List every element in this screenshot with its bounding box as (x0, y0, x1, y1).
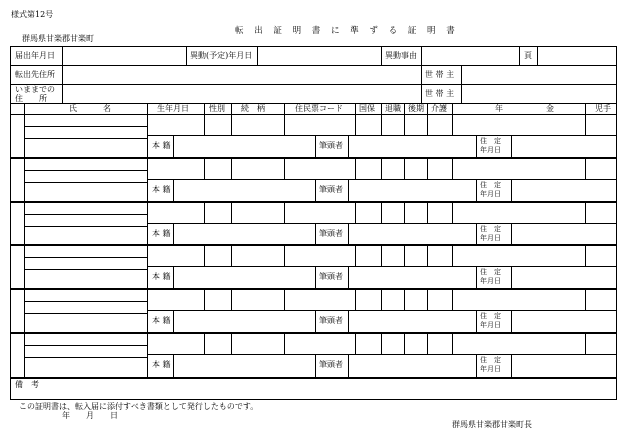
label-domicile: 本 籍 (152, 141, 171, 151)
label-resident-fixed-1: 住 定 (480, 268, 501, 277)
label-resident-fixed-2: 年月日 (480, 146, 501, 155)
col-gender: 性別 (209, 104, 225, 113)
label-domicile: 本 籍 (152, 316, 171, 326)
col-relation: 続 柄 (241, 104, 265, 113)
certificate-form (10, 46, 617, 400)
col-care: 介護 (431, 104, 447, 113)
document-title: 転 出 証 明 書 に 準 ず る 証 明 書 (235, 26, 459, 36)
footer-date: 年 月 日 (62, 411, 118, 420)
col-birthdate: 生年月日 (157, 104, 189, 113)
label-notification-date: 届出年月日 (15, 51, 55, 60)
label-remarks: 備 考 (15, 380, 39, 389)
label-domicile: 本 籍 (152, 272, 171, 282)
col-name-2: 名 (103, 104, 111, 113)
label-resident-fixed-2: 年月日 (480, 321, 501, 330)
label-domicile: 本 籍 (152, 228, 171, 238)
footer-note: この証明書は、転入届に添付すべき書類として発行したものです。 (19, 402, 259, 411)
footer-issuer: 群馬県甘楽郡甘楽町長 (452, 420, 532, 429)
label-destination: 転出先住所 (15, 70, 55, 79)
form-number: 様式第12号 (11, 10, 54, 19)
label-resident-fixed-1: 住 定 (480, 224, 501, 233)
col-national-insurance: 国保 (359, 104, 375, 113)
label-head-of-family: 筆頭者 (319, 141, 343, 151)
col-child: 児手 (595, 104, 611, 113)
label-head-of-family: 筆頭者 (319, 316, 343, 326)
col-late-elderly: 後期 (408, 104, 424, 113)
col-pension-1: 年 (495, 104, 503, 113)
col-name-1: 氏 (69, 104, 77, 113)
label-previous-address-2: 住 所 (15, 94, 47, 103)
col-resident-code: 住民票コード (295, 104, 343, 113)
label-page: 頁 (524, 51, 532, 60)
col-pension-2: 金 (546, 104, 554, 113)
label-resident-fixed-2: 年月日 (480, 189, 501, 198)
label-head-of-family: 筆頭者 (319, 228, 343, 238)
label-head-of-family: 筆頭者 (319, 184, 343, 194)
label-resident-fixed-2: 年月日 (480, 233, 501, 242)
label-domicile: 本 籍 (152, 184, 171, 194)
label-household-head: 世 帯 主 (425, 70, 455, 79)
label-resident-fixed-2: 年月日 (480, 365, 501, 374)
label-household-head-2: 世 帯 主 (425, 89, 455, 98)
label-head-of-family: 筆頭者 (319, 272, 343, 282)
label-domicile: 本 籍 (152, 360, 171, 370)
label-move-date: 異動(予定)年月日 (190, 51, 253, 60)
label-move-reason: 異動事由 (385, 51, 417, 60)
label-resident-fixed-1: 住 定 (480, 312, 501, 321)
col-retirement: 退職 (385, 104, 401, 113)
issuer-top: 群馬県甘楽郡甘楽町 (22, 34, 94, 43)
label-head-of-family: 筆頭者 (319, 360, 343, 370)
label-resident-fixed-1: 住 定 (480, 356, 501, 365)
label-previous-address-1: いままでの (15, 85, 55, 94)
label-resident-fixed-1: 住 定 (480, 180, 501, 189)
label-resident-fixed-2: 年月日 (480, 277, 501, 286)
label-resident-fixed-1: 住 定 (480, 137, 501, 146)
